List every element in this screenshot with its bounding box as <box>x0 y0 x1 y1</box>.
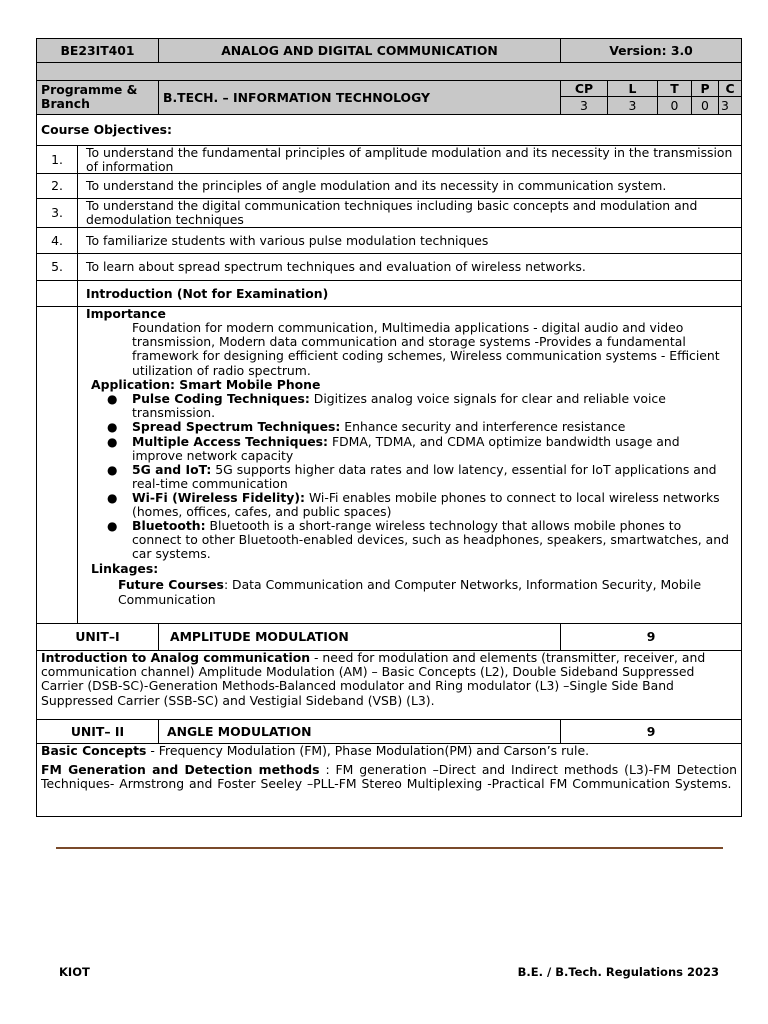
credit-value-p: 0 <box>691 96 719 115</box>
future-courses-label: Future Courses <box>118 577 224 592</box>
application-item <box>132 519 732 562</box>
credit-head-t: T <box>657 80 692 97</box>
unit2-label: UNIT– II <box>36 719 159 744</box>
intro-heading: Introduction (Not for Examination) <box>77 280 742 307</box>
application-term: Pulse Coding Techniques: <box>132 391 310 406</box>
unit1-label: UNIT–I <box>36 623 159 651</box>
footer-left: KIOT <box>59 965 90 979</box>
importance-text: Foundation for modern communication, Multimedia applications - digital audio and video transmission, Modern data communication and storage systems -Provides a fundamental framework for designing efficient coding schemes, Wireless communication systems - Efficient utilization of radio spectrum. <box>132 320 720 378</box>
programme-label: Programme & Branch <box>36 80 159 115</box>
bullet-icon: ● <box>107 392 118 406</box>
programme-value: B.TECH. – INFORMATION TECHNOLOGY <box>158 80 561 115</box>
application-desc: 5G supports higher data rates and low latency, essential for IoT applications and real-time communication <box>132 462 717 492</box>
intro-body-left-cell <box>36 306 78 624</box>
application-term: Spread Spectrum Techniques: <box>132 419 341 434</box>
unit1-hours: 9 <box>560 623 742 651</box>
unit2-hours: 9 <box>560 719 742 744</box>
objective-number: 4. <box>36 227 78 254</box>
unit1-content <box>36 650 742 720</box>
credit-head-cp: CP <box>560 80 608 97</box>
footer-right: B.E. / B.Tech. Regulations 2023 <box>517 965 719 979</box>
header-spacer <box>36 62 742 81</box>
future-courses-text: : Data Communication and Computer Networks, Information Security, Mobile Communication <box>118 577 702 607</box>
unit2-content <box>36 743 742 817</box>
unit2-paragraph <box>41 744 737 758</box>
version-label: Version: 3.0 <box>560 38 742 63</box>
credit-value-cp: 3 <box>560 96 608 115</box>
credit-head-l: L <box>607 80 658 97</box>
unit2-p1-body: - Frequency Modulation (FM), Phase Modulation(PM) and Carson’s rule. <box>146 743 590 758</box>
course-title: ANALOG AND DIGITAL COMMUNICATION <box>158 38 561 63</box>
credit-value-c: 3 <box>718 96 742 115</box>
bullet-icon: ● <box>107 519 118 533</box>
objectives-heading: Course Objectives: <box>36 114 742 146</box>
footer-rule <box>56 847 723 849</box>
objective-text: To understand the fundamental principles of amplitude modulation and its necessity in the transmission of information <box>77 145 742 174</box>
unit2-p2-lead: FM Generation and Detection methods <box>41 762 320 778</box>
bullet-icon: ● <box>107 420 118 434</box>
credit-value-t: 0 <box>657 96 692 115</box>
bullet-icon: ● <box>107 435 118 449</box>
application-item <box>132 491 724 519</box>
application-item <box>132 463 724 491</box>
application-desc: Wi-Fi enables mobile phones to connect to local wireless networks (homes, offices, cafes, and public spaces) <box>132 490 720 520</box>
bullet-icon: ● <box>107 463 118 477</box>
credit-head-c: C <box>718 80 742 97</box>
application-term: Wi-Fi (Wireless Fidelity): <box>132 490 305 505</box>
objective-number: 3. <box>36 198 78 228</box>
credit-value-l: 3 <box>607 96 658 115</box>
application-item <box>132 392 724 420</box>
unit2-p2-body: : FM generation –Direct and Indirect methods (L3)-FM Detection Techniques- Armstrong and Foster Seeley –PLL-FM Stereo Multiplexing -Practical FM Communication Systems. <box>41 762 738 792</box>
objective-number: 5. <box>36 253 78 281</box>
unit2-title: ANGLE MODULATION <box>158 719 561 744</box>
objective-text: To learn about spread spectrum techniques and evaluation of wireless networks. <box>77 253 742 281</box>
unit2-paragraph <box>41 763 737 791</box>
application-item <box>132 420 724 434</box>
application-item <box>132 435 724 463</box>
bullet-icon: ● <box>107 491 118 505</box>
course-code: BE23IT401 <box>36 38 159 63</box>
application-label: Application: Smart Mobile Phone <box>91 377 321 392</box>
objective-number: 2. <box>36 173 78 199</box>
application-term: Multiple Access Techniques: <box>132 434 329 449</box>
application-term: 5G and IoT: <box>132 462 212 477</box>
credit-head-p: P <box>691 80 719 97</box>
unit2-p1-lead: Basic Concepts <box>41 743 147 758</box>
application-desc: FDMA, TDMA, and CDMA optimize bandwidth usage and improve network capacity <box>132 434 680 464</box>
importance-label: Importance <box>86 306 166 321</box>
unit1-body: - need for modulation and elements (transmitter, receiver, and communication channel) Amplitude Modulation (AM) – Basic Concepts (L2), Double Sideband Suppressed Carrier (DSB-SC)-Generation Methods-Balanced modulator and Ring modulator (L3) –Single Side Band Suppressed Carrier (SSB-SC) and Vestigial Sideband (VSB) (L3). <box>41 650 706 708</box>
objective-text: To familiarize students with various pulse modulation techniques <box>77 227 742 254</box>
application-term: Bluetooth: <box>132 518 206 533</box>
unit1-title: AMPLITUDE MODULATION <box>158 623 561 651</box>
objective-number: 1. <box>36 145 78 174</box>
objective-text: To understand the principles of angle modulation and its necessity in communication system. <box>77 173 742 199</box>
intro-number-cell <box>36 280 78 307</box>
application-desc: Digitizes analog voice signals for clear and reliable voice transmission. <box>132 391 666 421</box>
unit1-lead: Introduction to Analog communication <box>41 650 311 665</box>
linkages-label: Linkages: <box>91 561 159 576</box>
application-desc: Enhance security and interference resistance <box>340 419 626 434</box>
application-desc: Bluetooth is a short-range wireless technology that allows mobile phones to connect to other Bluetooth-enabled devices, such as headphones, speakers, smartwatches, and car systems. <box>132 518 729 562</box>
objective-text: To understand the digital communication techniques including basic concepts and modulation and demodulation techniques <box>77 198 742 228</box>
future-courses <box>118 577 708 607</box>
